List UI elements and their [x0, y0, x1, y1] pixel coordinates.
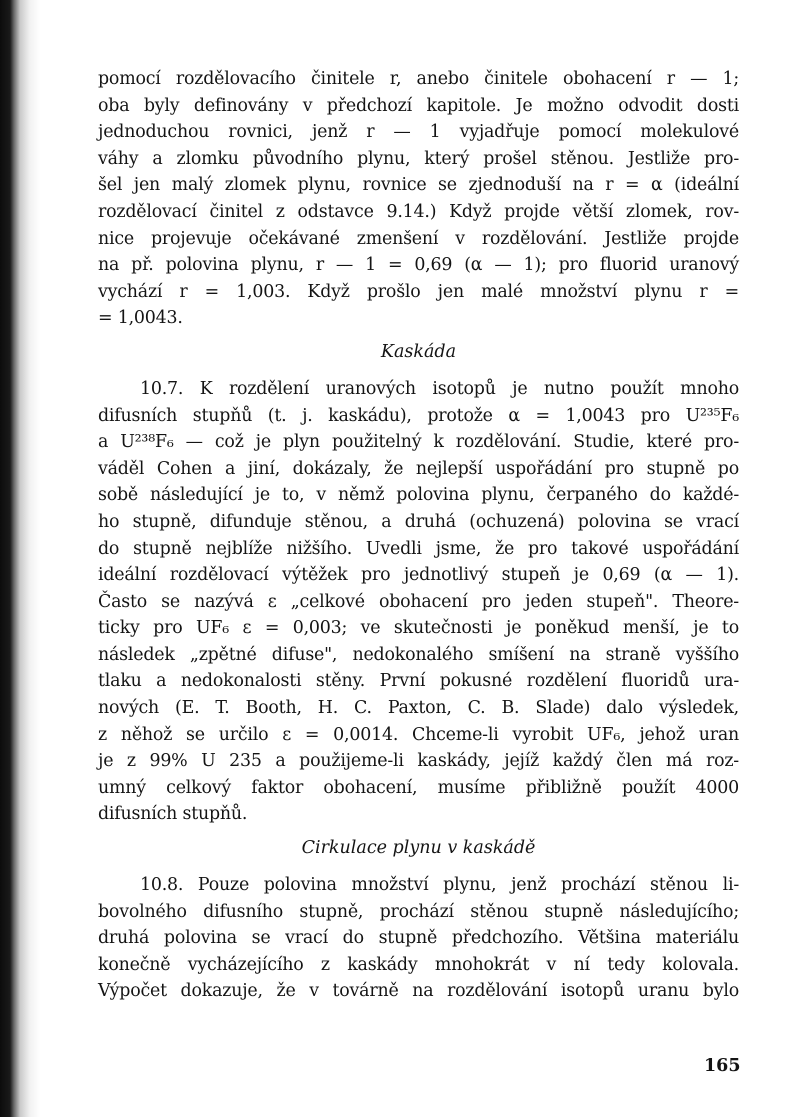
text-line: ho stupně, difunduje stěnou, a druhá (ochuzená) polovina se vrací	[98, 511, 739, 532]
text-line: rozdělovací činitel z odstavce 9.14.) Když projde větší zlomek, rov-	[98, 201, 739, 222]
scan-binding-edge	[0, 0, 40, 1117]
text-line: vychází r = 1,003. Když prošlo jen malé množství plynu r =	[98, 281, 739, 302]
text-line: tlaku a nedokonalosti stěny. První pokusné rozdělení fluoridů ura-	[98, 671, 739, 692]
text-line: z něhož se určilo ε = 0,0014. Chceme-li vyrobit UF₆, jehož uran	[98, 724, 739, 745]
text-line: váděl Cohen a jiní, dokázaly, že nejlepší uspořádání pro stupně po	[98, 458, 739, 479]
text-line: difusních stupňů.	[98, 804, 248, 825]
text-line: ideální rozdělovací výtěžek pro jednotlivý stupeň je 0,69 (α — 1).	[98, 565, 739, 586]
section-heading-cirkulace: Cirkulace plynu v kaskádě	[301, 838, 536, 859]
text-line: druhá polovina se vrací do stupně předchozího. Většina materiálu	[98, 928, 739, 949]
text-line: pomocí rozdělovacího činitele r, anebo činitele obohacení r — 1;	[98, 69, 739, 89]
text-line: 10.7. K rozdělení uranových isotopů je nutno použít mnoho	[140, 378, 739, 399]
text-line: do stupně nejblíže nižšího. Uvedli jsme, že pro takové uspořádání	[98, 538, 739, 559]
section-heading-kaskada: Kaskáda	[380, 341, 457, 362]
text-line: váhy a zlomku původního plynu, který prošel stěnou. Jestliže pro-	[98, 148, 739, 169]
text-line: jednoduchou rovnici, jenž r — 1 vyjadřuje pomocí molekulové	[98, 122, 739, 143]
text-line: a U²³⁸F₆ — což je plyn použitelný k rozdělování. Studie, které pro-	[98, 432, 739, 453]
text-line: nových (E. T. Booth, H. C. Paxton, C. B. Slade) dalo výsledek,	[98, 698, 739, 719]
text-line: Výpočet dokazuje, že v továrně na rozdělování isotopů uranu bylo	[98, 981, 739, 1002]
text-line: umný celkový faktor obohacení, musíme přibližně použít 4000	[98, 777, 739, 798]
text-line: ticky pro UF₆ ε = 0,003; ve skutečnosti je poněkud menší, je to	[98, 618, 739, 639]
text-line: oba byly definovány v předchozí kapitole. Je možno odvodit dosti	[98, 95, 739, 116]
paragraph-10-8	[98, 872, 739, 1005]
paragraph-continued	[98, 66, 739, 332]
text-line: = 1,0043.	[98, 308, 183, 329]
text-line: Často se nazývá ε „celkové obohacení pro jeden stupeň". Theore-	[98, 591, 739, 612]
paragraph-10-7	[98, 376, 739, 828]
text-line: následek „zpětné difuse", nedokonalého smíšení na straně vyššího	[98, 644, 739, 665]
text-line: konečně vycházejícího z kaskády mnohokrát v ní tedy kolovala.	[98, 954, 739, 975]
text-line: sobě následující je to, v němž polovina plynu, čerpaného do každé-	[98, 485, 739, 506]
text-line: difusních stupňů (t. j. kaskádu), protože α = 1,0043 pro U²³⁵F₆	[98, 405, 739, 426]
text-line: šel jen malý zlomek plynu, rovnice se zjednoduší na r = α (ideální	[98, 175, 739, 196]
book-page	[98, 66, 739, 1005]
text-line: bovolného difusního stupně, prochází stěnou stupně následujícího;	[98, 901, 739, 922]
text-line: je z 99% U 235 a použijeme-li kaskády, jejíž každý člen má roz-	[98, 751, 739, 772]
text-line: na př. polovina plynu, r — 1 = 0,69 (α — 1); pro fluorid uranový	[98, 255, 739, 276]
page-number: 165	[704, 1056, 741, 1076]
text-line: 10.8. Pouze polovina množství plynu, jenž prochází stěnou li-	[140, 875, 739, 896]
text-line: nice projevuje očekávané zmenšení v rozdělování. Jestliže projde	[98, 228, 739, 249]
